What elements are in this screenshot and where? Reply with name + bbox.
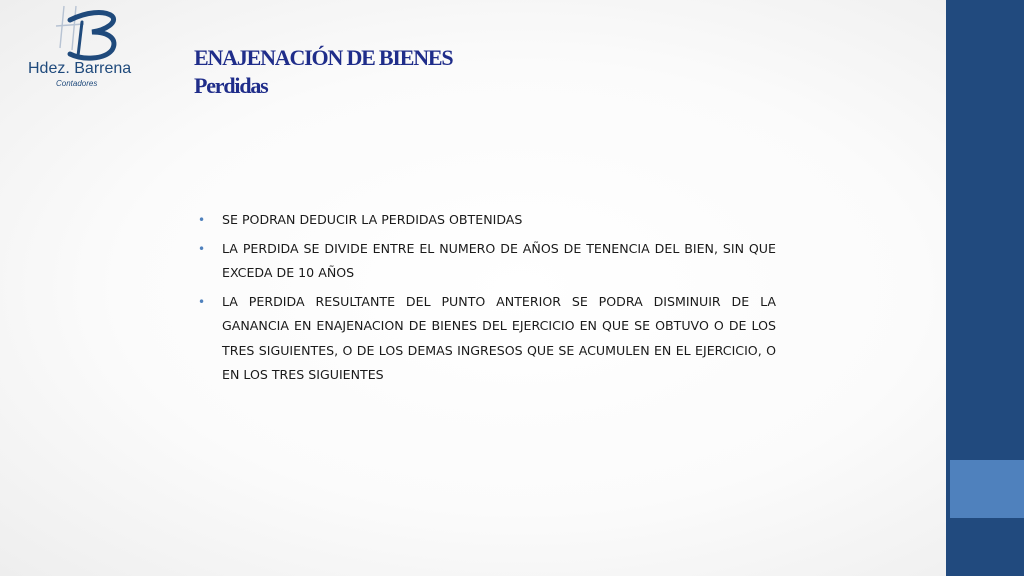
title-line-main: ENAJENACIÓN DE BIENES [194, 45, 453, 70]
bullet-list [196, 208, 776, 392]
bullet-text: LA PERDIDA SE DIVIDE ENTRE EL NUMERO DE AÑOS DE TENENCIA DEL BIEN, SIN QUE EXCEDA DE 10 AÑOS [222, 240, 776, 280]
list-item [196, 237, 776, 286]
slide-title [194, 44, 452, 100]
logo-name: Hdez. Barrena [28, 60, 132, 77]
logo-subtitle: Contadores [56, 79, 98, 88]
sidebar-accent-block [950, 460, 1024, 518]
bullet-icon: • [198, 294, 206, 309]
title-line-sub: Perdidas [194, 73, 268, 98]
bullet-icon: • [198, 241, 206, 256]
bullet-text: LA PERDIDA RESULTANTE DEL PUNTO ANTERIOR SE PODRA DISMINUIR DE LA GANANCIA EN ENAJENACION DE BIENES DEL EJERCICIO EN QUE SE OBTUVO O DE LOS TRES SIGUIENTES, O DE LOS DEMAS INGRESOS QUE SE ACUMULEN EN EL EJERCICIO, O EN LOS TRES SIGUIENTES [222, 293, 776, 382]
company-logo [26, 0, 138, 100]
list-item [196, 290, 776, 388]
bullet-icon: • [198, 213, 206, 227]
list-item [196, 208, 776, 233]
bullet-text: SE PODRAN DEDUCIR LA PERDIDAS OBTENIDAS [222, 212, 523, 227]
